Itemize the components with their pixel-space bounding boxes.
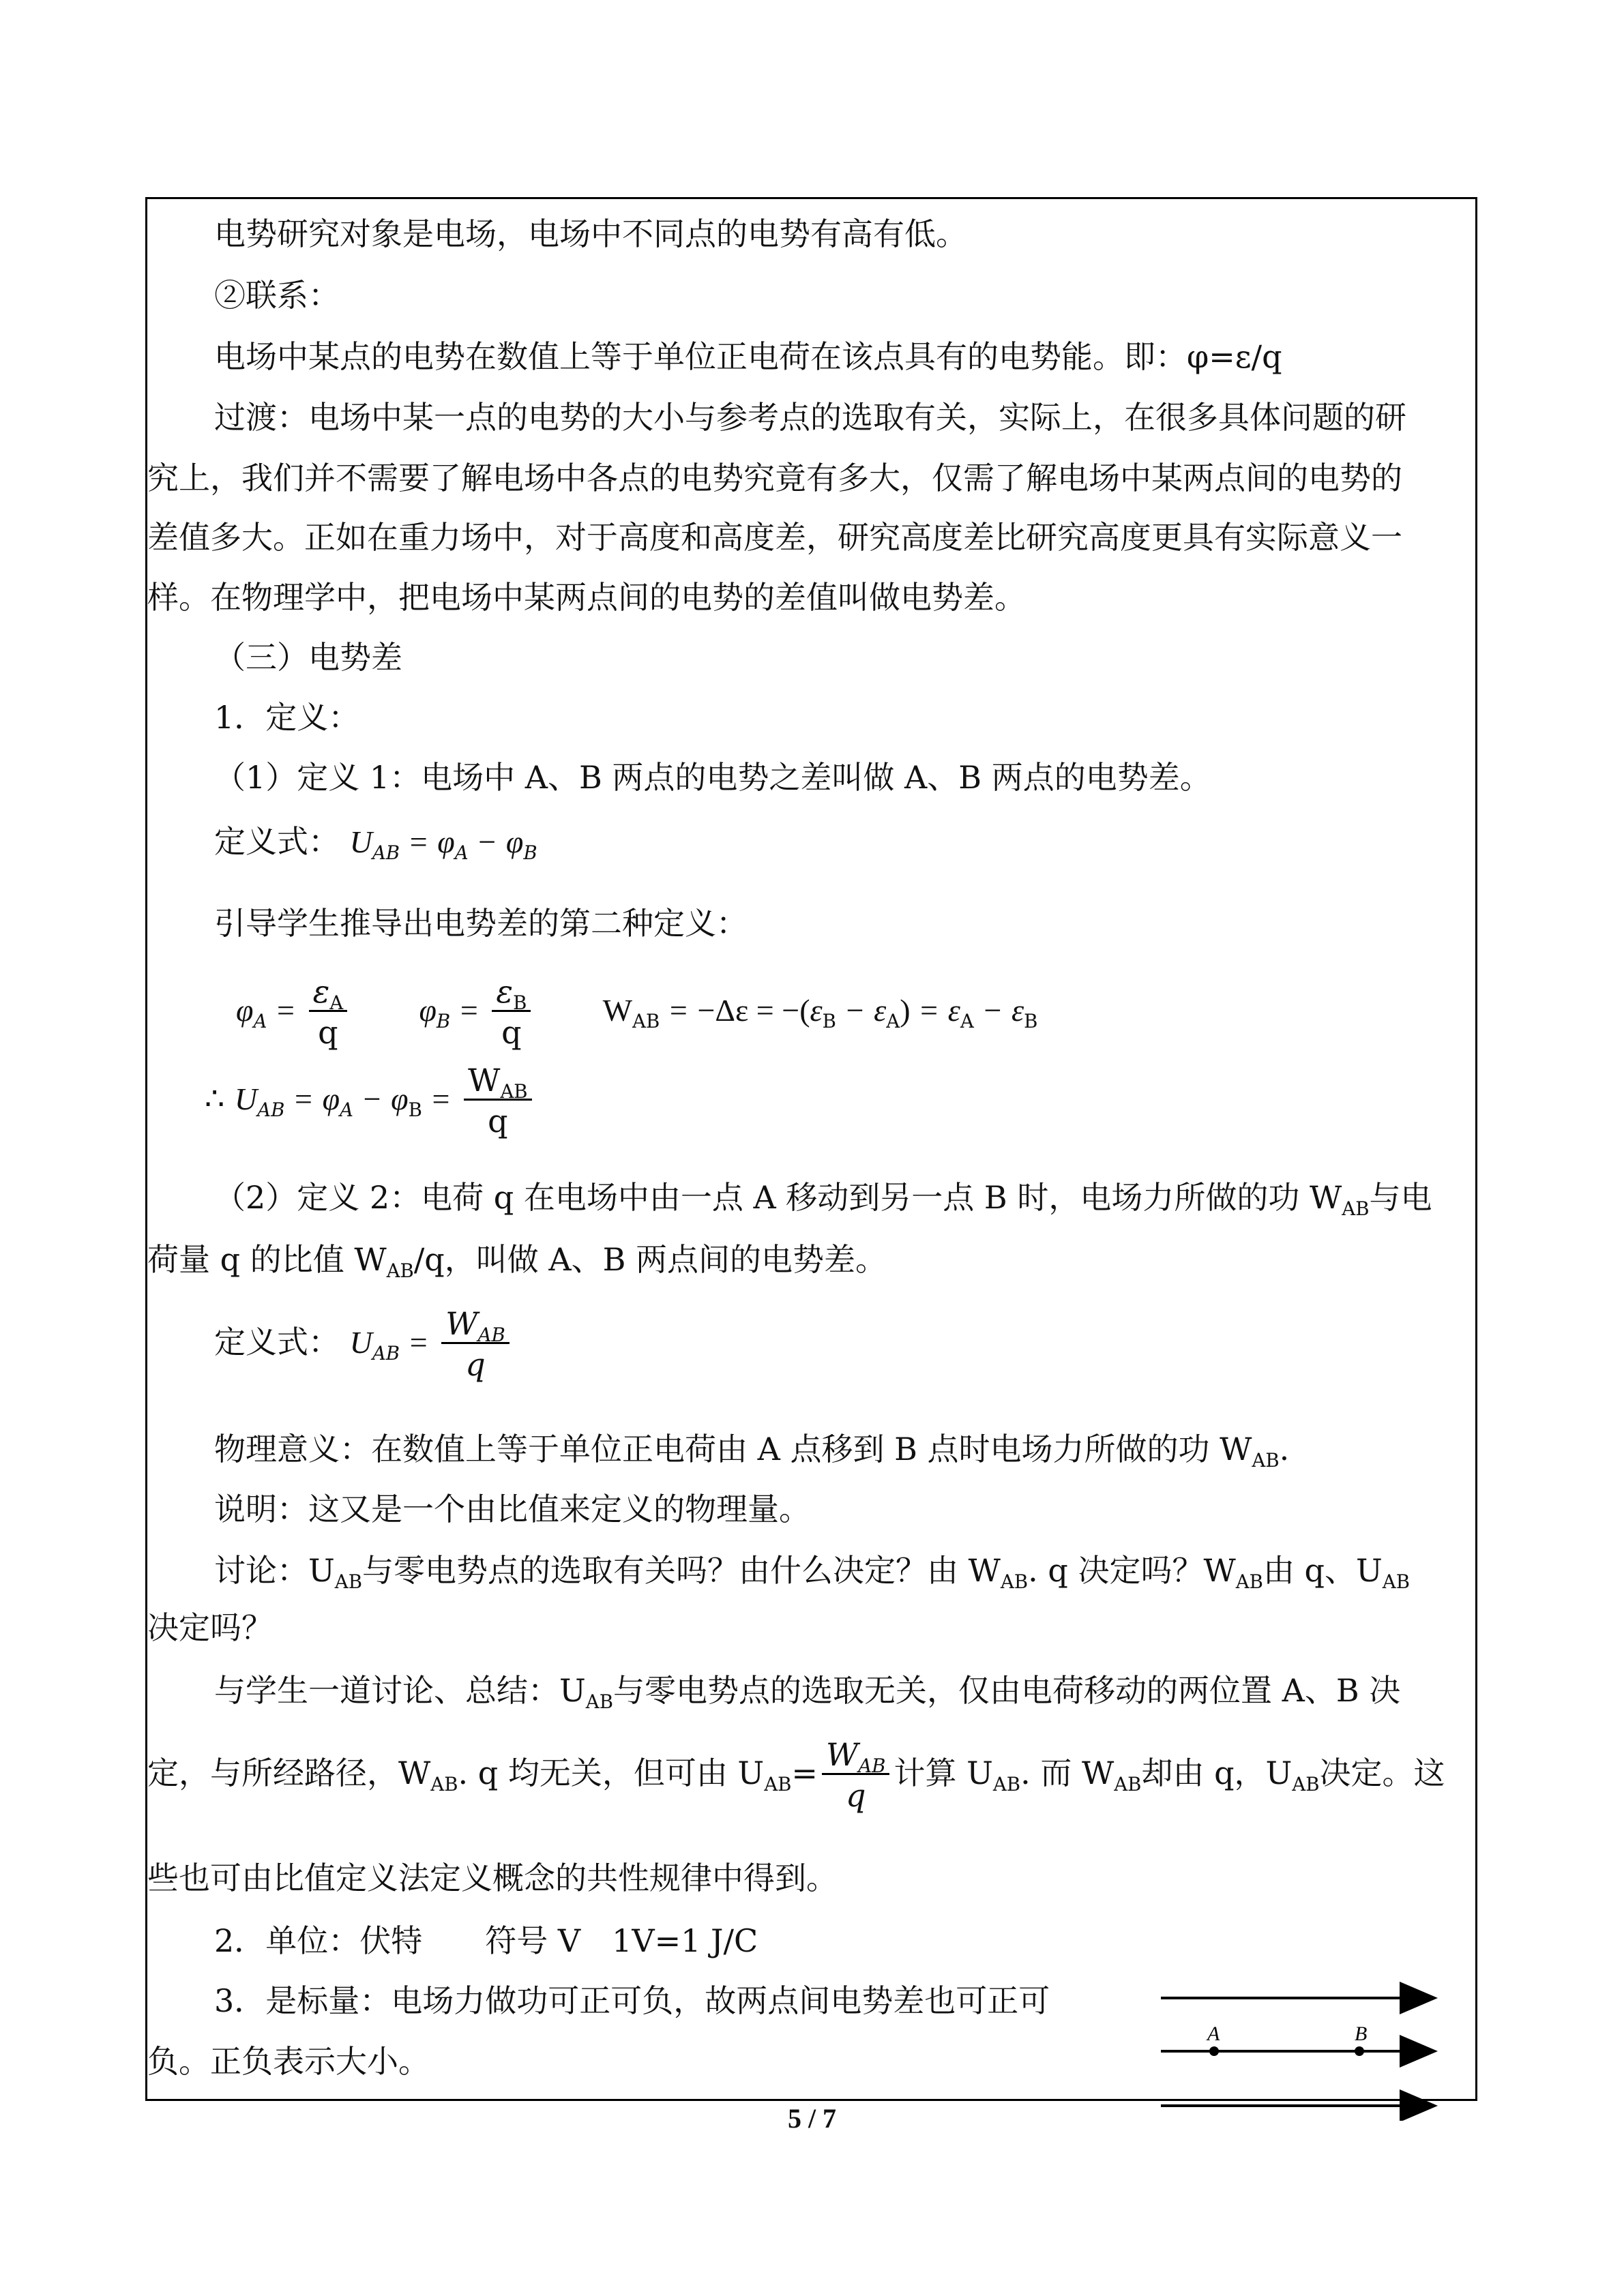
text-line: 荷量 q 的比值 $W_{AB}/q$，叫做 A、B 两点间的电势差。	[147, 1241, 887, 1282]
page-number: 5 / 7	[787, 2103, 837, 2134]
point-a	[1209, 2046, 1219, 2056]
text-line: 电场中某点的电势在数值上等于单位正电荷在该点具有的电势能。即：φ=ε/q	[214, 338, 1282, 375]
definition-formula-2: 定义式： $U_{AB}$ = $\frac{W_{AB}}{q}$	[214, 1302, 514, 1385]
text-line: 讨论：$U_{AB}$与零电势点的选取有关吗？由什么决定？由 $W_{AB}$. q 决定吗？$W_{AB}$由 q、$U_{AB}$	[214, 1552, 1410, 1593]
text-line: 引导学生推导出电势差的第二种定义：	[214, 905, 748, 942]
point-b	[1355, 2046, 1364, 2056]
text-line: 样。在物理学中，把电场中某两点间的电势的差值叫做电势差。	[147, 579, 1026, 616]
derivation-row-1: $\varphi_A$ = $\frac{\varepsilon_A}{q}$ $\varphi_B$ = $\frac{\varepsilon_B}{q}$ $W_{AB} = -\Delta\varepsilon = -(\varepsilon_B - \varepsilon_A) = \varepsilon_A - \varepsilon_B$	[236, 972, 1038, 1051]
text-line: 些也可由比值定义法定义概念的共性规律中得到。	[147, 1860, 838, 1896]
text-line: 过渡：电场中某一点的电势的大小与参考点的选取有关，实际上，在很多具体问题的研	[214, 399, 1406, 436]
text-line: 决定吗？	[147, 1609, 273, 1646]
text-line: ②联系：	[214, 277, 340, 314]
text-line: 2．单位：伏特 符号 V 1V=1 J/C	[214, 1922, 758, 1959]
point-b-label: B	[1355, 2023, 1368, 2045]
text-line: 定，与所经路径，$W_{AB}$. q 均无关，但可由 $U_{AB}=$ $\frac{W_{AB}}{q}$ 计算 $U_{AB}$. 而 $W_{AB}$却由 q，$U_{AB}$决定。这	[147, 1735, 1445, 1814]
text-line: （1）定义 1：电场中 A、B 两点的电势之差叫做 A、B 两点的电势差。	[214, 759, 1211, 796]
derivation-row-2: ∴ $U_{AB} = \varphi_A - \varphi_B$ = $\frac{W_{AB}}{q}$	[205, 1059, 536, 1142]
text-line: 3．是标量：电场力做功可正可负，故两点间电势差也可正可	[214, 1982, 1050, 2019]
field-lines-diagram	[1153, 1971, 1453, 2121]
definition-formula-1: 定义式： $U_{AB} = \varphi_A - \varphi_B$	[214, 823, 537, 864]
text-line: 物理意义：在数值上等于单位正电荷由 A 点移到 B 点时电场力所做的功 $W_{AB}$.	[214, 1431, 1290, 1472]
text-line: （2）定义 2：电荷 q 在电场中由一点 A 移动到另一点 B 时，电场力所做的功 $W_{AB}$与电	[214, 1179, 1432, 1220]
text-line: 与学生一道讨论、总结：$U_{AB}$与零电势点的选取无关，仅由电荷移动的两位置 A、B 决	[214, 1672, 1401, 1713]
text-line: 差值多大。正如在重力场中，对于高度和高度差，研究高度差比研究高度更具有实际意义一	[147, 519, 1402, 556]
text-line: 究上，我们并不需要了解电场中各点的电势究竟有多大，仅需了解电场中某两点间的电势的	[147, 460, 1402, 496]
text-line: 电势研究对象是电场，电场中不同点的电势有高有低。	[214, 215, 967, 252]
point-a-label: A	[1207, 2023, 1220, 2045]
text-line: 负。正负表示大小。	[147, 2043, 430, 2080]
text-line: 1．定义：	[214, 699, 360, 736]
text-line: 说明：这又是一个由比值来定义的物理量。	[214, 1491, 810, 1527]
section-heading: （三）电势差	[214, 639, 402, 676]
